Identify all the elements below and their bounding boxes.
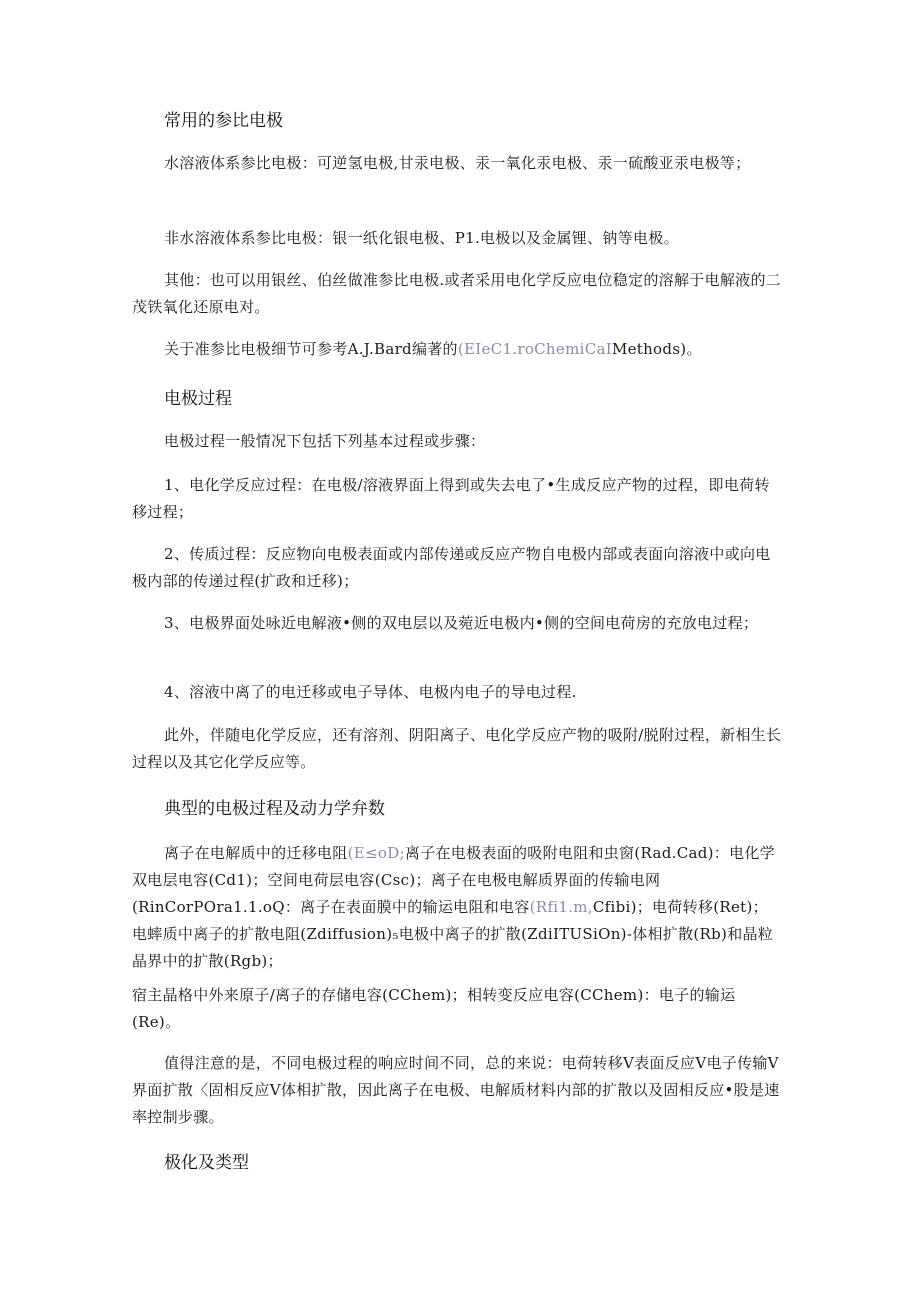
paragraph-aqueous-electrodes: 水溶液体系参比电极：可逆氢电极,甘汞电极、汞一氧化汞电极、汞一硫酸亚汞电极等； [164, 154, 751, 172]
paragraph-additional-processes: 此外，伴随电化学反应，还有溶剂、阴阳离子、电化学反应产物的吸附/脱附过程，新相生长过程以及其它化学反应等。 [132, 726, 782, 771]
heading-reference-electrodes: 常用的参比电极 [164, 111, 283, 131]
formula-link-2[interactable]: (Rfi1.m, [529, 898, 593, 916]
heading-kinetics: 典型的电极过程及动力学弁数 [164, 799, 385, 819]
book-title-link[interactable]: (EIeC1.roChemiCaI [457, 340, 612, 358]
paragraph-step-3: 3、电极界面处咏近电解液•侧的双电层以及菀近电极内•侧的空间电荷房的充放电过程； [164, 614, 759, 632]
text-segment: Methods)。 [611, 340, 702, 358]
text-segment: Cfibi)；电荷转移(Ret)；电蟀质中离子的扩散电阻(Zdiffusion)₅电极中离子的扩散(ZdiITUSiOn)-体相扩散(Rb)和晶粒晶界中的扩散(Rgb)； [132, 898, 774, 970]
paragraph-process-intro: 电极过程一般情况下包括下列基本过程或步骤： [164, 432, 486, 450]
paragraph-step-1: 1、电化学反应过程：在电极/溶液界面上得到或失去电了•生成反应产物的过程，即电荷转移过程； [132, 476, 770, 521]
text-segment: 离子在电极表面的吸附电阻和虫窗(Rad.Cad)：电化学双电层电容(Cd1)；空间电荷层电容(Csc)；离子在电极电解质界面的传输电网(RinCorPOra1.1.oQ：离子在表面膜中的输运电阻和电容 [132, 844, 775, 916]
paragraph-response-time: 值得注意的是，不同电极过程的响应时间不同，总的来说：电荷转移V表面反应V电子传输V界面扩散〈固相反应V体相扩散，因此离子在电极、电解质材料内部的扩散以及固相反应•股是速率控制步骤。 [132, 1054, 780, 1126]
text-segment: 关于准参比电极细节可参考A.J.Bard编著的 [164, 340, 458, 358]
paragraph-step-2: 2、传质过程：反应物向电极表面或内部传递或反应产物自电极内部或表面向溶液中或向电极内部的传递过程(扩政和迁移)； [132, 545, 771, 590]
paragraph-kinetic-parameters [132, 840, 782, 975]
formula-link-1[interactable]: (E≤oD; [347, 844, 405, 862]
paragraph-step-4: 4、溶液中离了的电迁移或电子导体、电极内电子的导电过程. [164, 683, 577, 701]
heading-polarization: 极化及类型 [164, 1153, 249, 1173]
paragraph-other-electrodes: 其他：也可以用银丝、伯丝做准参比电极.或者采用电化学反应电位稳定的溶解于电解液的二茂铁氧化还原电对。 [132, 271, 782, 316]
paragraph-bard-reference [132, 336, 782, 363]
paragraph-nonaqueous-electrodes: 非水溶液体系参比电极：银一纸化银电极、P1.电极以及金属锂、钠等电极。 [164, 229, 679, 247]
paragraph-storage-capacitance: 宿主晶格中外来原子/离子的存储电容(CChem)；相转变反应电容(CChem)：电子的输运(Re)。 [132, 986, 736, 1031]
heading-electrode-process: 电极过程 [164, 389, 232, 409]
text-segment: 离子在电解质中的迁移电阻 [164, 844, 348, 862]
